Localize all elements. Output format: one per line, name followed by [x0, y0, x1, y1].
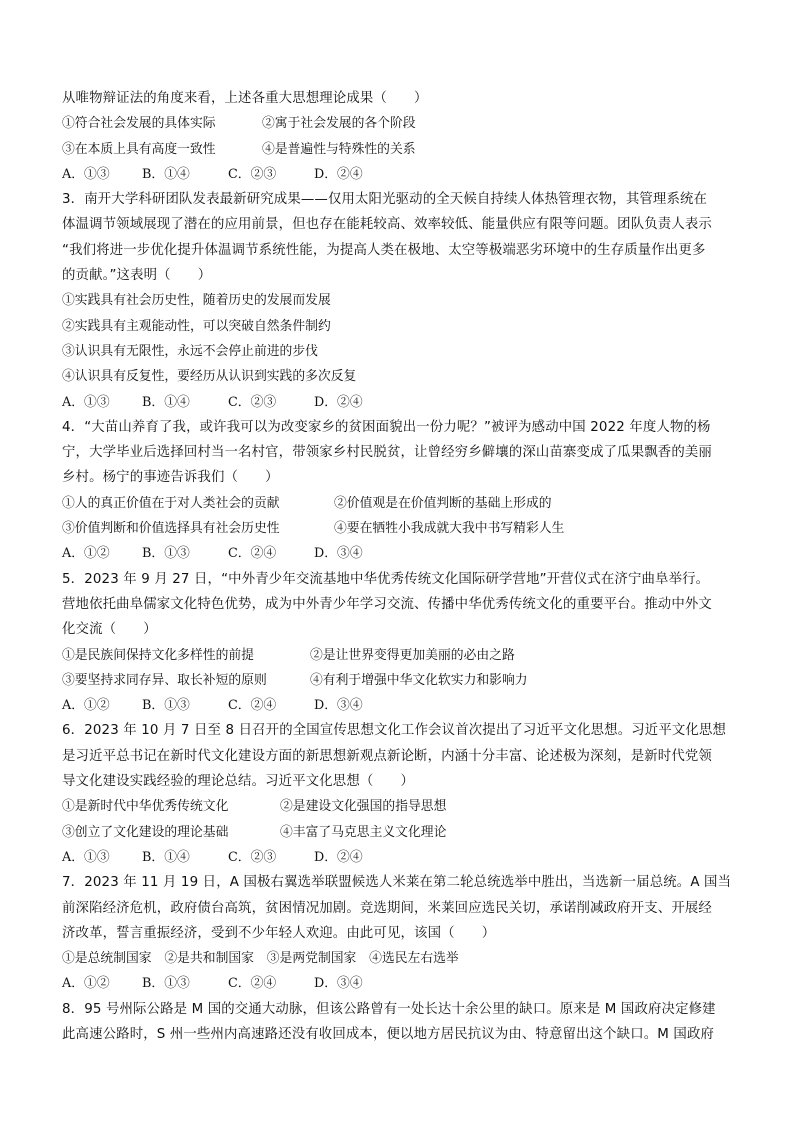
answer-a: A．①③	[62, 166, 110, 182]
q4-stem-line-3: 乡村。杨宁的事迹告诉我们（ ）	[62, 470, 279, 486]
q3-stem-line-2: 体温调节领域展现了潜在的应用前景，但也存在能耗较高、效率较低、能量供应有限等问题。团队负责人表示	[62, 217, 712, 233]
q6-option-4: ④丰富了马克思主义文化理论	[280, 824, 447, 840]
q6-option-2: ②是建设文化强国的指导思想	[280, 799, 447, 815]
intro-option-2: ②寓于社会发展的各个阶段	[262, 116, 416, 132]
q4-option-3: ③价值判断和价值选择具有社会历史性	[62, 521, 280, 537]
q5-option-3: ③要坚持求同存异、取长补短的原则	[62, 672, 267, 688]
intro-option-3: ③在本质上具有高度一致性	[62, 141, 216, 157]
q8-stem-line-1: 8．95 号州际公路是 M 国的交通大动脉，但该公路曾有一处长达十余公里的缺口。原来是 M 国政府决定修建	[62, 1001, 716, 1017]
q3-stem-line-3: “我们将进一步优化提升体温调节系统性能，为提高人类在极地、太空等极端恶劣环境中的生存质量作出更多	[62, 242, 706, 258]
answer-a: A．①③	[62, 849, 110, 865]
q6-answers	[62, 845, 742, 870]
answer-a: A．①②	[62, 546, 110, 562]
q4-stem-line-1: 4．“大苗山养育了我，或许我可以为改变家乡的贫困面貌出一份力呢？”被评为感动中国 2022 年度人物的杨	[62, 419, 711, 435]
intro-options-row-1	[62, 111, 742, 136]
answer-a: A．①②	[62, 698, 110, 714]
answer-b: B．①④	[142, 849, 190, 865]
answer-c: C．②③	[228, 166, 277, 182]
q6-stem-line-2: 是习近平总书记在新时代文化建设方面的新思想新观点新论断，内涵十分丰富、论述极为深刻，是新时代党领	[62, 748, 712, 764]
answer-d: D．③④	[314, 698, 363, 714]
q6-stem-line-1: 6．2023 年 10 月 7 日至 8 日召开的全国宣传思想文化工作会议首次提出了习近平文化思想。习近平文化思想	[62, 723, 727, 739]
answer-b: B．①③	[142, 698, 190, 714]
intro-option-4: ④是普遍性与特殊性的关系	[262, 141, 416, 157]
q4-option-2: ②价值观是在价值判断的基础上形成的	[334, 495, 552, 511]
q5-options-row-1	[62, 643, 742, 668]
answer-d: D．②④	[314, 166, 363, 182]
q4-options-row-2	[62, 516, 742, 541]
answer-d: D．③④	[314, 546, 363, 562]
answer-b: B．①④	[142, 166, 190, 182]
exam-page	[62, 86, 742, 1047]
answer-d: D．③④	[314, 976, 363, 992]
answer-a: A．①②	[62, 976, 110, 992]
q7-stem-line-1: 7．2023 年 11 月 19 日，A 国极右翼选举联盟候选人米莱在第二轮总统选举中胜出，当选新一届总统。A 国当	[62, 875, 732, 891]
answer-b: B．①③	[142, 976, 190, 992]
intro-answers	[62, 162, 742, 187]
q3-option-4: ④认识具有反复性，要经历从认识到实践的多次反复	[62, 369, 357, 385]
answer-b: B．①④	[142, 394, 190, 410]
q5-stem-line-2: 营地依托曲阜儒家文化特色优势，成为中外青少年学习交流、传播中华优秀传统文化的重要平台。推动中外文	[62, 596, 712, 612]
answer-c: C．②④	[228, 698, 277, 714]
q3-answers	[62, 390, 742, 415]
q3-stem-line-4: 的贡献。”这表明（ ）	[62, 268, 212, 284]
q3-option-1: ①实践具有社会历史性，随着历史的发展而发展	[62, 293, 331, 309]
q5-answers	[62, 693, 742, 718]
q6-options-row-1	[62, 794, 742, 819]
answer-a: A．①③	[62, 394, 110, 410]
answer-c: C．②④	[228, 976, 277, 992]
q4-stem-line-2: 宁，大学毕业后选择回村当一名村官，带领家乡村民脱贫，让曾经穷乡僻壤的深山苗寨变成了瓜果飘香的美丽	[62, 445, 712, 461]
intro-option-1: ①符合社会发展的具体实际	[62, 116, 216, 132]
q4-option-4: ④要在牺牲小我成就大我中书写精彩人生	[334, 521, 565, 537]
q5-option-4: ④有利于增强中华文化软实力和影响力	[310, 672, 528, 688]
answer-c: C．②③	[228, 849, 277, 865]
q7-options: ①是总统制国家 ②是共和制国家 ③是两党制国家 ④选民左右选举	[62, 951, 459, 967]
q4-option-1: ①人的真正价值在于对人类社会的贡献	[62, 495, 280, 511]
q5-option-1: ①是民族间保持文化多样性的前提	[62, 647, 254, 663]
q7-stem-line-3: 济改革，誓言重振经济，受到不少年轻人欢迎。由此可见，该国（ ）	[62, 925, 496, 941]
answer-b: B．①③	[142, 546, 190, 562]
q7-stem-line-2: 前深陷经济危机，政府债台高筑，贫困情况加剧。竞选期间，米莱回应选民关切，承诺削减政府开支、开展经	[62, 900, 712, 916]
q6-options-row-2	[62, 820, 742, 845]
q5-stem-line-3: 化交流（ ）	[62, 622, 157, 638]
answer-c: C．②③	[228, 394, 277, 410]
q3-option-3: ③认识具有无限性，永远不会停止前进的步伐	[62, 343, 318, 359]
q3-option-2: ②实践具有主观能动性，可以突破自然条件制约	[62, 318, 331, 334]
answer-d: D．②④	[314, 849, 363, 865]
q5-options-row-2	[62, 668, 742, 693]
q4-options-row-1	[62, 491, 742, 516]
answer-c: C．②④	[228, 546, 277, 562]
q4-answers	[62, 541, 742, 566]
q5-stem-line-1: 5．2023 年 9 月 27 日，“中外青少年交流基地中华优秀传统文化国际研学营地”开营仪式在济宁曲阜举行。	[62, 571, 710, 587]
q8-stem-line-2: 此高速公路时，S 州一些州内高速路还没有收回成本，便以地方居民抗议为由、特意留出这个缺口。M 国政府	[62, 1026, 715, 1042]
q7-answers	[62, 971, 742, 996]
intro-stem: 从唯物辩证法的角度来看，上述各重大思想理论成果（ ）	[62, 91, 428, 106]
q6-stem-line-3: 导文化建设实践经验的理论总结。习近平文化思想（ ）	[62, 774, 415, 790]
q6-option-3: ③创立了文化建设的理论基础	[62, 824, 229, 840]
q6-option-1: ①是新时代中华优秀传统文化	[62, 799, 229, 815]
answer-d: D．②④	[314, 394, 363, 410]
q5-option-2: ②是让世界变得更加美丽的必由之路	[310, 647, 515, 663]
q3-stem-line-1: 3．南开大学科研团队发表最新研究成果——仅用太阳光驱动的全天候自持续人体热管理衣物，其管理系统在	[62, 192, 708, 208]
intro-options-row-2	[62, 137, 742, 162]
